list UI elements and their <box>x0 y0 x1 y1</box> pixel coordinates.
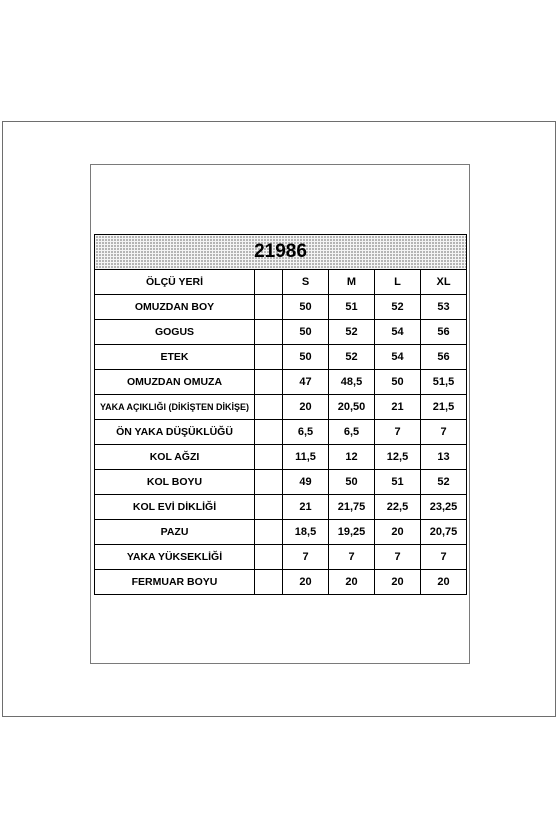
measurement-value: 56 <box>421 345 467 370</box>
measurement-value: 7 <box>329 545 375 570</box>
measurement-value: 51,5 <box>421 370 467 395</box>
measurement-label: KOL EVİ DİKLİĞİ <box>95 495 255 520</box>
measurement-value: 18,5 <box>283 520 329 545</box>
measurement-value: 48,5 <box>329 370 375 395</box>
measurement-value: 54 <box>375 320 421 345</box>
measurement-value: 20 <box>283 570 329 595</box>
measurement-value: 20 <box>283 395 329 420</box>
spacer-cell <box>255 445 283 470</box>
spacer-cell <box>255 570 283 595</box>
measurement-label: ÖN YAKA DÜŞÜKLÜĞÜ <box>95 420 255 445</box>
measurement-value: 19,25 <box>329 520 375 545</box>
measurement-value: 50 <box>283 345 329 370</box>
table-row <box>95 520 467 545</box>
measurement-value: 6,5 <box>329 420 375 445</box>
measurement-value: 54 <box>375 345 421 370</box>
measurement-value: 56 <box>421 320 467 345</box>
table-row <box>95 570 467 595</box>
measurement-value: 51 <box>329 295 375 320</box>
measurement-value: 7 <box>283 545 329 570</box>
measurement-label: YAKA YÜKSEKLİĞİ <box>95 545 255 570</box>
measurement-value: 22,5 <box>375 495 421 520</box>
measurement-label: YAKA AÇIKLIĞI (DİKİŞTEN DİKİŞE) <box>95 395 255 420</box>
measurement-label: FERMUAR BOYU <box>95 570 255 595</box>
measurement-label: OMUZDAN OMUZA <box>95 370 255 395</box>
table-row <box>95 545 467 570</box>
measurement-value: 7 <box>421 420 467 445</box>
measurement-value: 20,75 <box>421 520 467 545</box>
measurement-value: 13 <box>421 445 467 470</box>
spacer-cell <box>255 495 283 520</box>
measurement-value: 21,5 <box>421 395 467 420</box>
measurement-label: PAZU <box>95 520 255 545</box>
table-row <box>95 320 467 345</box>
size-chart-table <box>94 234 467 595</box>
measurement-value: 20 <box>421 570 467 595</box>
measurement-value: 52 <box>329 320 375 345</box>
measurement-value: 50 <box>375 370 421 395</box>
measurement-value: 20 <box>375 570 421 595</box>
spacer-cell <box>255 395 283 420</box>
measurement-value: 52 <box>329 345 375 370</box>
measurement-label: KOL AĞZI <box>95 445 255 470</box>
measurement-label: OMUZDAN BOY <box>95 295 255 320</box>
spacer-cell <box>255 320 283 345</box>
measurement-value: 21 <box>283 495 329 520</box>
measurement-value: 12,5 <box>375 445 421 470</box>
header-size-xl: XL <box>421 270 467 295</box>
measurement-value: 50 <box>329 470 375 495</box>
measurement-value: 20 <box>375 520 421 545</box>
spacer-cell <box>255 295 283 320</box>
measurement-value: 7 <box>375 545 421 570</box>
spacer-cell <box>255 545 283 570</box>
table-row <box>95 470 467 495</box>
measurement-value: 53 <box>421 295 467 320</box>
measurement-value: 6,5 <box>283 420 329 445</box>
measurement-label: GOGUS <box>95 320 255 345</box>
header-spacer <box>255 270 283 295</box>
table-row <box>95 395 467 420</box>
measurement-value: 52 <box>421 470 467 495</box>
spacer-cell <box>255 520 283 545</box>
measurement-label: ETEK <box>95 345 255 370</box>
spacer-cell <box>255 370 283 395</box>
measurement-value: 52 <box>375 295 421 320</box>
spacer-cell <box>255 470 283 495</box>
table-row <box>95 345 467 370</box>
measurement-value: 23,25 <box>421 495 467 520</box>
measurement-value: 7 <box>421 545 467 570</box>
header-row <box>95 270 467 295</box>
measurement-value: 7 <box>375 420 421 445</box>
measurement-value: 49 <box>283 470 329 495</box>
title-row <box>95 235 467 270</box>
measurement-label: KOL BOYU <box>95 470 255 495</box>
measurement-value: 50 <box>283 295 329 320</box>
spacer-cell <box>255 420 283 445</box>
measurement-value: 20 <box>329 570 375 595</box>
measurement-value: 50 <box>283 320 329 345</box>
spacer-cell <box>255 345 283 370</box>
table-row <box>95 370 467 395</box>
table-row <box>95 495 467 520</box>
measurement-value: 21 <box>375 395 421 420</box>
measurement-value: 21,75 <box>329 495 375 520</box>
header-size-l: L <box>375 270 421 295</box>
table-row <box>95 295 467 320</box>
measurement-value: 12 <box>329 445 375 470</box>
product-code: 21986 <box>95 235 467 270</box>
measurement-value: 47 <box>283 370 329 395</box>
table-row <box>95 445 467 470</box>
header-size-s: S <box>283 270 329 295</box>
header-size-m: M <box>329 270 375 295</box>
table-row <box>95 420 467 445</box>
header-label: ÖLÇÜ YERİ <box>95 270 255 295</box>
measurement-value: 11,5 <box>283 445 329 470</box>
measurement-value: 20,50 <box>329 395 375 420</box>
measurement-value: 51 <box>375 470 421 495</box>
